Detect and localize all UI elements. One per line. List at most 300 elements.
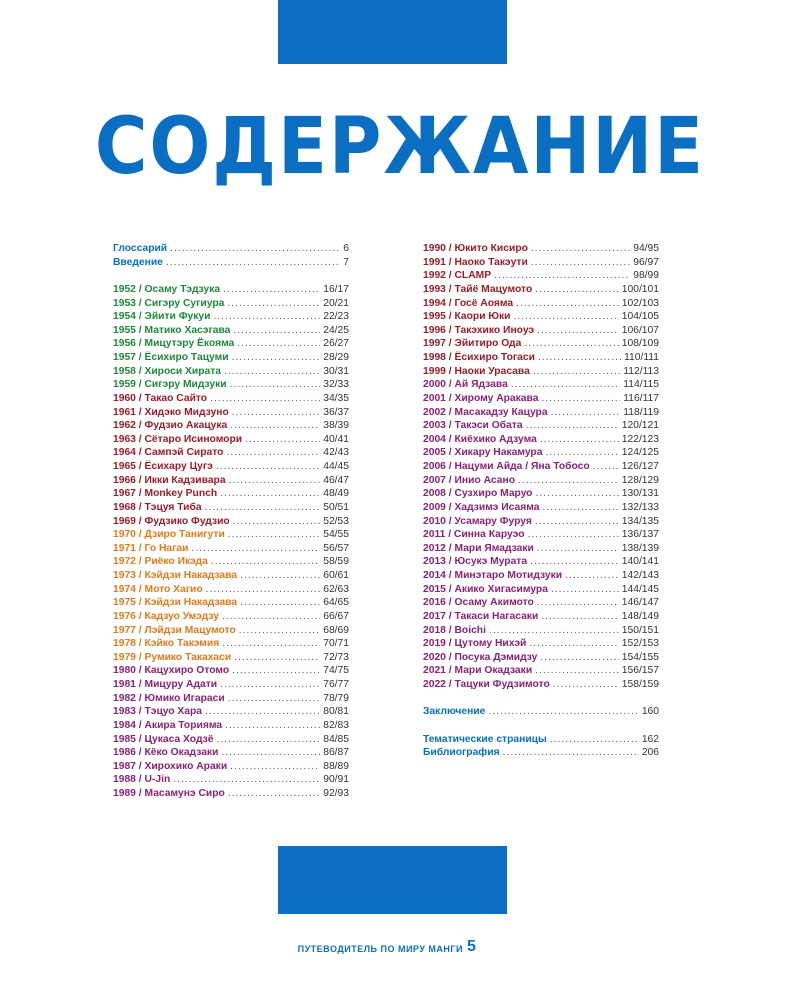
toc-leader-dots (503, 746, 639, 760)
toc-entry-label: 1986 / Кёко Окадзаки (113, 747, 219, 759)
toc-entry[interactable] (113, 596, 349, 610)
toc-entry-page: 78/79 (323, 692, 349, 704)
toc-entry-label: 2013 / Юсукэ Мурата (423, 556, 528, 568)
toc-entry-label: 1953 / Сигэру Сугиура (113, 297, 225, 309)
toc-entry-label: 2020 / Посука Дэмидзу (423, 651, 538, 663)
toc-entry[interactable] (423, 515, 659, 529)
toc-entry-page: 136/137 (621, 529, 659, 541)
toc-entry[interactable] (113, 474, 349, 488)
toc-leader-dots (239, 624, 320, 638)
toc-entry-page: 160 (641, 706, 659, 718)
toc-leader-dots (489, 624, 619, 638)
toc-entry-label: 1961 / Хидэко Мидзуно (113, 406, 229, 418)
toc-entry[interactable] (423, 678, 659, 692)
toc-leader-dots (240, 569, 320, 583)
toc-entry[interactable] (113, 310, 349, 324)
toc-leader-dots (173, 773, 320, 787)
toc-entry[interactable] (113, 446, 349, 460)
toc-leader-dots (234, 651, 320, 665)
toc-entry-page: 96/97 (633, 256, 659, 268)
toc-entry-label: 1994 / Госё Аояма (423, 297, 514, 309)
toc-entry-label: 1952 / Осаму Тэдзука (113, 283, 221, 295)
toc-entry-label: 1981 / Мицуру Адати (113, 679, 218, 690)
toc-entry-label: 1962 / Фудзио Акацука (113, 420, 228, 432)
toc-leader-dots (535, 487, 618, 501)
toc-leader-dots (210, 392, 320, 406)
toc-entry-label: Глоссарий (113, 243, 168, 254)
toc-entry-label: 1959 / Сигэру Мидзуки (113, 379, 227, 391)
toc-entry[interactable] (113, 746, 349, 760)
toc-entry-page: 158/159 (621, 679, 659, 690)
top-accent-block (278, 0, 507, 64)
toc-entry-label: 2022 / Тацуки Фудзимото (423, 679, 550, 690)
toc-entry[interactable] (423, 664, 659, 678)
toc-entry[interactable] (113, 651, 349, 665)
toc-entry-label: 1989 / Масамунэ Сиро (113, 788, 225, 799)
toc-entry-page: 110/111 (624, 352, 659, 363)
toc-entry[interactable] (423, 705, 659, 719)
toc-entry-label: 2012 / Мари Ямадзаки (423, 542, 534, 554)
toc-entry-page: 116/117 (623, 392, 659, 404)
toc-entry-page: 38/39 (323, 420, 349, 432)
toc-entry-page: 152/153 (621, 638, 659, 650)
toc-leader-dots (518, 474, 619, 488)
toc-entry-page: 134/135 (621, 515, 659, 527)
toc-entry-page: 7 (343, 256, 349, 268)
toc-entry-page: 144/145 (621, 583, 659, 595)
toc-entry-page: 106/107 (621, 324, 659, 336)
toc-leader-dots (232, 664, 320, 678)
toc-entry-label: 2007 / Инио Асано (423, 474, 515, 486)
toc-leader-dots (540, 651, 618, 665)
toc-entry-page: 124/125 (621, 447, 659, 459)
toc-entry-page: 108/109 (621, 338, 659, 350)
toc-leader-dots (237, 337, 320, 351)
toc-entry[interactable] (113, 337, 349, 351)
toc-entry-label: 1979 / Румико Такахаси (113, 651, 232, 663)
toc-entry[interactable] (423, 337, 659, 351)
toc-entry[interactable] (113, 378, 349, 392)
toc-entry[interactable] (113, 610, 349, 624)
toc-entry-page: 80/81 (323, 706, 349, 718)
toc-entry[interactable] (113, 242, 349, 256)
toc-leader-dots (230, 760, 320, 774)
toc-entry-label: 2000 / Ай Ядзава (423, 379, 508, 391)
toc-entry-label: 1976 / Кадзуо Умэдзу (113, 610, 219, 622)
toc-entry-page: 154/155 (621, 651, 659, 663)
toc-entry[interactable] (423, 596, 659, 610)
toc-entry[interactable] (423, 378, 659, 392)
toc-entry[interactable] (113, 719, 349, 733)
toc-leader-dots (550, 733, 639, 747)
toc-entry[interactable] (113, 283, 349, 297)
toc-entry[interactable] (113, 528, 349, 542)
toc-leader-dots (227, 297, 320, 311)
toc-entry-page: 130/131 (621, 488, 659, 500)
toc-entry[interactable] (423, 733, 659, 747)
toc-leader-dots (530, 555, 619, 569)
toc-leader-dots (537, 324, 619, 338)
toc-spacer (113, 269, 349, 283)
toc-leader-dots (228, 528, 320, 542)
toc-entry-page: 150/151 (621, 624, 659, 636)
toc-entry[interactable] (423, 651, 659, 665)
toc-entry-page: 162 (641, 733, 659, 745)
toc-leader-dots (166, 256, 340, 270)
toc-entry-label: 2014 / Минэтаро Мотидзуки (423, 570, 563, 581)
toc-entry-page: 118/119 (623, 406, 659, 418)
toc-entry-label: 2004 / Киёхико Адзума (423, 433, 537, 445)
toc-leader-dots (233, 324, 320, 338)
toc-leader-dots (220, 487, 320, 501)
toc-entry[interactable] (113, 760, 349, 774)
toc-leader-dots (233, 515, 321, 529)
toc-entry-page: 138/139 (621, 542, 659, 554)
toc-entry-page: 94/95 (633, 243, 659, 254)
toc-entry[interactable] (113, 419, 349, 433)
toc-entry[interactable] (113, 351, 349, 365)
toc-entry-page: 112/113 (623, 365, 659, 377)
toc-entry-page: 20/21 (323, 297, 349, 309)
toc-leader-dots (545, 446, 618, 460)
toc-entry-label: 1965 / Ёсихару Цугэ (113, 461, 213, 472)
toc-leader-dots (222, 637, 320, 651)
toc-entry-label: 1996 / Такэхико Иноуэ (423, 324, 535, 336)
toc-entry-page: 86/87 (323, 747, 349, 759)
toc-entry[interactable] (113, 515, 349, 529)
toc-entry-page: 30/31 (323, 365, 349, 377)
toc-entry-page: 56/57 (323, 542, 349, 554)
toc-entry[interactable] (113, 583, 349, 597)
toc-entry-label: 1998 / Ёсихиро Тогаси (423, 352, 535, 363)
toc-leader-dots (542, 501, 618, 515)
toc-entry[interactable] (113, 324, 349, 338)
toc-entry[interactable] (113, 787, 349, 801)
footer-label: ПУТЕВОДИТЕЛЬ ПО МИРУ МАНГИ (297, 944, 463, 954)
toc-entry-label: 1954 / Эйити Фукуи (113, 311, 211, 323)
toc-entry[interactable] (113, 433, 349, 447)
toc-entry-page: 46/47 (323, 474, 349, 486)
toc-entry[interactable] (113, 460, 349, 474)
toc-entry-page: 148/149 (621, 610, 659, 622)
toc-entry[interactable] (423, 351, 659, 365)
toc-entry-page: 88/89 (323, 760, 349, 772)
toc-entry-page: 114/115 (623, 379, 659, 391)
toc-right-column (423, 242, 659, 760)
toc-entry-label: 1980 / Кацухиро Отомо (113, 665, 230, 677)
footer-page-number: 5 (467, 938, 476, 955)
toc-entry-label: Библиография (423, 747, 500, 759)
toc-entry-page: 66/67 (323, 610, 349, 622)
toc-entry-label: 1975 / Кэйдзи Накадзава (113, 597, 238, 609)
toc-leader-dots (537, 542, 619, 556)
toc-entry-page: 62/63 (323, 583, 349, 595)
toc-entry-label: 1957 / Ёсихиро Тацуми (113, 352, 229, 363)
toc-entry-label: 1992 / CLAMP (423, 270, 492, 282)
toc-entry[interactable] (113, 664, 349, 678)
toc-leader-dots (551, 406, 621, 420)
toc-entry[interactable] (423, 419, 659, 433)
toc-entry-page: 146/147 (621, 597, 659, 609)
toc-entry-label: 1960 / Такао Сайто (113, 392, 208, 404)
toc-entry[interactable] (423, 555, 659, 569)
toc-entry[interactable] (113, 637, 349, 651)
toc-entry-label: Тематические страницы (423, 733, 547, 745)
toc-entry-page: 92/93 (323, 788, 349, 799)
toc-leader-dots (232, 406, 320, 420)
toc-entry-page: 70/71 (323, 638, 349, 650)
toc-entry-label: 1956 / Мицутэру Ёкояма (113, 338, 235, 350)
toc-entry-label: 1966 / Икки Кадзивара (113, 474, 226, 486)
toc-entry[interactable] (113, 392, 349, 406)
toc-entry[interactable] (423, 487, 659, 501)
toc-leader-dots (245, 433, 320, 447)
toc-entry[interactable] (423, 460, 659, 474)
toc-leader-dots (223, 283, 320, 297)
toc-entry-label: 2011 / Синна Каруэо (423, 529, 525, 541)
toc-entry[interactable] (113, 569, 349, 583)
toc-entry[interactable] (113, 555, 349, 569)
toc-entry-label: 1978 / Кэйко Такэмия (113, 638, 220, 650)
toc-entry-label: 2017 / Такаси Нагасаки (423, 610, 539, 622)
toc-leader-dots (524, 337, 618, 351)
toc-entry-page: 72/73 (323, 651, 349, 663)
toc-entry[interactable] (113, 773, 349, 787)
toc-entry-label: 2006 / Нацуми Айда / Яна Тобосо (423, 461, 590, 472)
toc-entry-page: 122/123 (621, 433, 659, 445)
toc-leader-dots (494, 269, 630, 283)
toc-entry[interactable] (113, 365, 349, 379)
toc-entry-label: 1997 / Эйитиро Ода (423, 338, 522, 350)
toc-entry[interactable] (423, 610, 659, 624)
toc-entry[interactable] (423, 474, 659, 488)
toc-leader-dots (593, 460, 619, 474)
toc-leader-dots (216, 460, 320, 474)
toc-entry-label: 1967 / Monkey Punch (113, 488, 218, 500)
toc-leader-dots (229, 474, 321, 488)
toc-leader-dots (216, 733, 320, 747)
toc-entry-page: 60/61 (323, 570, 349, 581)
toc-leader-dots (516, 297, 619, 311)
toc-entry-page: 26/27 (323, 338, 349, 350)
toc-entry-label: 1955 / Матико Хасэгава (113, 324, 231, 336)
toc-leader-dots (221, 746, 320, 760)
toc-entry-label: 1995 / Каори Юки (423, 311, 511, 323)
toc-entry[interactable] (423, 324, 659, 338)
bottom-accent-block (278, 846, 507, 914)
toc-entry-label: 1991 / Наоко Такэути (423, 256, 528, 268)
toc-entry[interactable] (423, 365, 659, 379)
toc-entry-page: 42/43 (323, 447, 349, 459)
toc-leader-dots (191, 542, 320, 556)
toc-entry[interactable] (113, 256, 349, 270)
toc-entry-page: 120/121 (621, 420, 659, 432)
toc-entry-label: 1974 / Мото Хагио (113, 583, 203, 595)
toc-entry-page: 98/99 (633, 270, 659, 282)
toc-entry-page: 84/85 (323, 733, 349, 745)
toc-entry[interactable] (113, 297, 349, 311)
toc-entry-label: 2002 / Масакадзу Кацура (423, 406, 548, 418)
toc-entry-label: 1988 / U-Jin (113, 774, 171, 786)
toc-leader-dots (488, 705, 638, 719)
toc-leader-dots (211, 555, 320, 569)
toc-leader-dots (206, 583, 321, 597)
toc-entry[interactable] (113, 487, 349, 501)
toc-entry-label: 1964 / Сампэй Сирато (113, 447, 224, 459)
toc-entry-page: 50/51 (323, 501, 349, 513)
toc-leader-dots (531, 256, 630, 270)
toc-entry-page: 206 (641, 747, 659, 759)
toc-entry[interactable] (423, 433, 659, 447)
toc-entry[interactable] (113, 624, 349, 638)
toc-entry-page: 52/53 (323, 515, 349, 527)
toc-entry-page: 48/49 (323, 488, 349, 500)
toc-leader-dots (538, 351, 621, 365)
toc-left-column (113, 242, 349, 801)
toc-entry[interactable] (423, 406, 659, 420)
toc-entry-label: 1968 / Тэцуя Тиба (113, 501, 202, 513)
toc-entry[interactable] (423, 256, 659, 270)
toc-entry-label: 1972 / Риёко Икэда (113, 556, 208, 568)
toc-entry-label: 1970 / Дзиро Танигути (113, 529, 225, 541)
toc-entry[interactable] (113, 692, 349, 706)
toc-leader-dots (528, 528, 619, 542)
toc-entry[interactable] (423, 637, 659, 651)
toc-leader-dots (535, 283, 619, 297)
toc-entry[interactable] (423, 542, 659, 556)
toc-entry-page: 102/103 (621, 297, 659, 309)
toc-entry-label: Заключение (423, 706, 486, 718)
toc-entry[interactable] (423, 297, 659, 311)
toc-entry-label: 1999 / Наоки Урасава (423, 365, 530, 377)
toc-entry-label: 2019 / Цутому Нихэй (423, 638, 527, 650)
toc-entry-page: 64/65 (323, 597, 349, 609)
toc-leader-dots (553, 678, 619, 692)
toc-entry-page: 28/29 (323, 352, 349, 363)
toc-entry-page: 142/143 (621, 570, 659, 581)
toc-entry-label: 1985 / Цукаса Ходзё (113, 733, 214, 745)
toc-entry-label: 1982 / Юмико Игараси (113, 692, 225, 704)
toc-leader-dots (228, 787, 320, 801)
toc-leader-dots (220, 678, 320, 692)
toc-entry-page: 140/141 (621, 556, 659, 568)
toc-leader-dots (213, 310, 320, 324)
toc-entry-label: 2008 / Сузхиро Маруо (423, 488, 533, 500)
toc-leader-dots (514, 310, 619, 324)
toc-entry[interactable] (423, 746, 659, 760)
toc-spacer (423, 692, 659, 706)
toc-entry-label: 1963 / Сётаро Исиномори (113, 433, 243, 445)
toc-entry-page: 90/91 (323, 774, 349, 786)
toc-entry-page: 76/77 (323, 679, 349, 690)
toc-leader-dots (537, 596, 619, 610)
toc-entry-label: 2018 / Boichi (423, 624, 486, 636)
toc-entry-label: 1958 / Хироси Хирата (113, 365, 222, 377)
toc-entry-page: 24/25 (323, 324, 349, 336)
toc-entry-label: Введение (113, 256, 163, 268)
toc-entry[interactable] (423, 569, 659, 583)
toc-entry-page: 58/59 (323, 556, 349, 568)
toc-entry-page: 34/35 (323, 392, 349, 404)
toc-entry[interactable] (423, 269, 659, 283)
toc-entry-page: 104/105 (621, 311, 659, 323)
toc-entry[interactable] (113, 501, 349, 515)
toc-leader-dots (535, 515, 619, 529)
toc-entry[interactable] (423, 528, 659, 542)
toc-leader-dots (226, 446, 320, 460)
toc-entry-page: 74/75 (323, 665, 349, 677)
toc-leader-dots (224, 365, 320, 379)
toc-entry-label: 1987 / Хирохико Араки (113, 760, 228, 772)
toc-entry-label: 2015 / Акико Хигасимура (423, 583, 548, 595)
toc-leader-dots (535, 664, 619, 678)
toc-leader-dots (533, 365, 620, 379)
toc-leader-dots (240, 596, 320, 610)
toc-entry[interactable] (423, 392, 659, 406)
toc-leader-dots (531, 242, 630, 256)
toc-entry[interactable] (423, 624, 659, 638)
toc-leader-dots (529, 637, 618, 651)
toc-entry-label: 2016 / Осаму Акимото (423, 597, 534, 609)
toc-entry-page: 128/129 (621, 474, 659, 486)
toc-entry-label: 1969 / Фудзико Фудзио (113, 515, 230, 527)
toc-entry[interactable] (113, 406, 349, 420)
toc-leader-dots (228, 692, 321, 706)
toc-entry-label: 1993 / Тайё Мацумото (423, 283, 533, 295)
toc-entry-label: 1977 / Лэйдзи Мацумото (113, 624, 236, 636)
toc-entry-page: 44/45 (323, 461, 349, 472)
toc-entry-label: 1973 / Кэйдзи Накадзава (113, 570, 238, 581)
toc-entry-page: 6 (343, 243, 349, 254)
toc-entry-page: 156/157 (621, 665, 659, 677)
toc-entry[interactable] (113, 542, 349, 556)
toc-entry-label: 1984 / Акира Торияма (113, 719, 223, 731)
toc-entry-label: 1971 / Го Нагаи (113, 542, 189, 554)
toc-leader-dots (230, 378, 321, 392)
toc-entry-page: 32/33 (323, 379, 349, 391)
toc-leader-dots (540, 433, 619, 447)
toc-entry-label: 1983 / Тэцуо Хара (113, 706, 203, 718)
toc-entry-page: 16/17 (323, 283, 349, 295)
toc-leader-dots (225, 719, 320, 733)
toc-entry[interactable] (113, 705, 349, 719)
toc-entry-page: 40/41 (323, 433, 349, 445)
toc-leader-dots (230, 419, 320, 433)
toc-leader-dots (232, 351, 321, 365)
toc-leader-dots (205, 705, 320, 719)
toc-entry[interactable] (423, 501, 659, 515)
toc-spacer (423, 719, 659, 733)
toc-entry-page: 132/133 (621, 501, 659, 513)
toc-entry-label: 2009 / Хадзимэ Исаяма (423, 501, 540, 513)
toc-leader-dots (551, 583, 619, 597)
toc-entry[interactable] (113, 678, 349, 692)
toc-entry[interactable] (423, 242, 659, 256)
toc-entry[interactable] (423, 310, 659, 324)
toc-leader-dots (565, 569, 619, 583)
toc-leader-dots (541, 392, 620, 406)
toc-entry[interactable] (423, 283, 659, 297)
toc-leader-dots (526, 419, 619, 433)
toc-entry[interactable] (423, 446, 659, 460)
toc-entry[interactable] (423, 583, 659, 597)
toc-leader-dots (205, 501, 321, 515)
toc-entry[interactable] (113, 733, 349, 747)
toc-entry-label: 2010 / Усамару Фуруя (423, 515, 532, 527)
toc-entry-page: 54/55 (323, 529, 349, 541)
toc-entry-label: 2005 / Хикару Накамура (423, 447, 543, 459)
toc-entry-page: 126/127 (621, 461, 659, 472)
